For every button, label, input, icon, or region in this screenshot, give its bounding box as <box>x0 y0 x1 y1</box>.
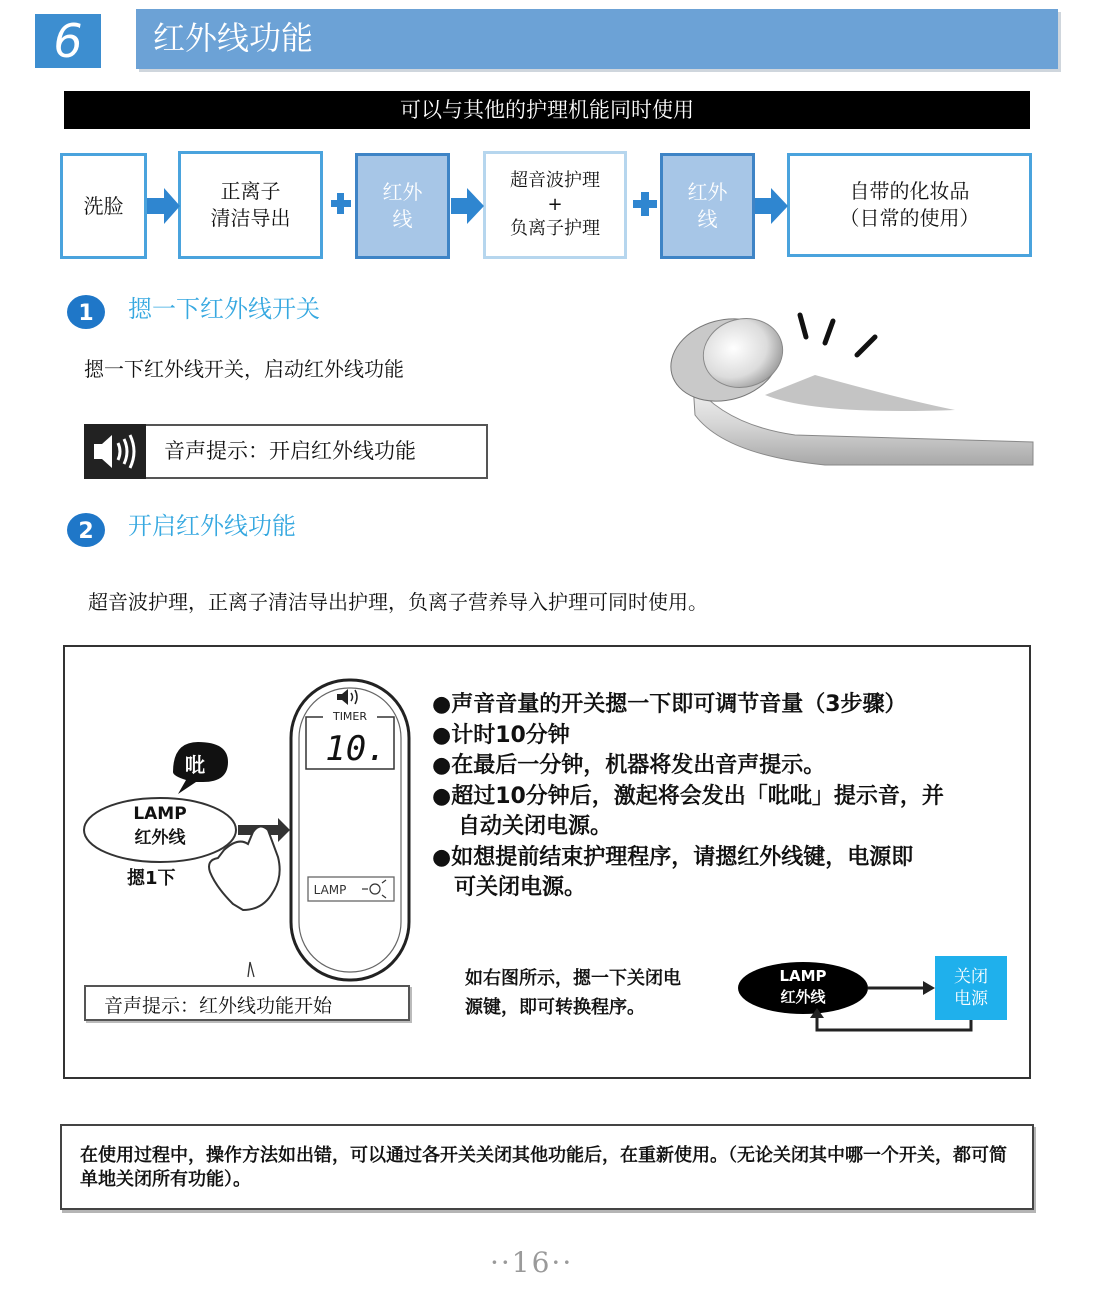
bullet-item: ●声音音量的开关摁一下即可调节音量（3步骤） <box>432 692 907 717</box>
step-1-title: 摁一下红外线开关 <box>128 295 320 323</box>
flow-connectors <box>0 0 1106 300</box>
remote-illustration <box>78 672 428 1032</box>
arrow-right-icon <box>755 188 788 224</box>
press-once-label: 摁1下 <box>127 868 176 889</box>
lamp-button-label <box>80 802 240 850</box>
section-title: 红外线功能 <box>153 19 314 57</box>
bullet-item: ●计时10分钟 <box>432 722 570 748</box>
step-1-text: 摁一下红外线开关，启动红外线功能 <box>84 357 404 381</box>
bullet-item: ●超过10分钟后，激起将会发出「吡吡」提示音，并 <box>432 783 944 809</box>
lamp-key-label: LAMP <box>313 883 347 897</box>
page-number: ··16·· <box>490 1246 574 1279</box>
error-notice: 在使用过程中，操作方法如出错，可以通过各开关关闭其他功能后，在重新使用。（无论关闭其中哪一个开关，都可简单地关闭所有功能）。 <box>60 1124 1034 1210</box>
plus-icon <box>331 193 351 214</box>
flow-box-label: 自带的化妆品 <box>849 179 970 203</box>
flow-box-label: 超音波护理 <box>510 170 600 191</box>
step-number: 2 <box>78 519 94 544</box>
switch-instructions-line: 如右图所示，摁一下关闭电 <box>465 968 681 989</box>
usage-banner: 可以与其他的护理机能同时使用 <box>64 91 1030 129</box>
flow-box-label: 红外 <box>382 180 423 204</box>
flow-box-label: 清洁导出 <box>210 206 291 230</box>
step-2-text: 超音波护理，正离子清洁导出护理，负离子营养导入护理可同时使用。 <box>88 590 708 614</box>
diagram-lamp-line2: 红外线 <box>780 988 826 1006</box>
timer-label: TIMER <box>332 710 368 723</box>
flow-box-label: 洗脸 <box>83 193 124 218</box>
bullet-item: ●如想提前结束护理程序，请摁红外线键，电源即 <box>432 844 914 870</box>
feature-bullets <box>432 690 944 904</box>
diagram-power-label <box>935 966 1007 1010</box>
switch-instructions-line: 源键，即可转换程序。 <box>465 997 645 1018</box>
flow-box-label: 红外 <box>687 180 728 204</box>
diagram-power-line2: 电源 <box>954 989 988 1009</box>
diagram-power-line1: 关闭 <box>954 967 988 987</box>
arrow-right-icon <box>923 981 935 995</box>
plus-icon <box>633 192 657 216</box>
switch-instructions <box>465 964 681 1022</box>
device-photo <box>665 305 1035 475</box>
section-number: 6 <box>35 14 101 68</box>
diagram-lamp-label <box>738 966 868 1008</box>
flow-box-label: 线 <box>697 207 718 231</box>
bullet-item: ●在最后一分钟，机器将发出音声提示。 <box>432 753 826 778</box>
panel-sound-prompt-text: 音声提示：红外线功能开始 <box>104 995 333 1017</box>
step-2-title: 开启红外线功能 <box>128 512 296 540</box>
flow-box-label: + <box>547 194 563 215</box>
speaker-icon <box>84 424 146 479</box>
step-1-icon <box>66 292 106 332</box>
speech-bubble-text: 吡 <box>185 753 205 777</box>
diagram-lamp-line1: LAMP <box>779 967 827 985</box>
timer-value: 10. <box>325 729 387 769</box>
flow-box-label: （日常的使用） <box>839 206 980 230</box>
flow-box-label: 线 <box>392 207 413 231</box>
flow-box-label: 正离子 <box>220 179 281 203</box>
lamp-button-line2: 红外线 <box>134 828 186 848</box>
arrow-right-icon <box>147 188 180 224</box>
step-2-icon <box>66 510 106 550</box>
flow-box-label: 负离子护理 <box>510 218 600 239</box>
bullet-item: 可关闭电源。 <box>454 875 587 900</box>
sound-prompt-text: 音声提示：开启红外线功能 <box>164 439 416 463</box>
arrow-right-icon <box>451 188 484 224</box>
lamp-button-line1: LAMP <box>133 804 187 824</box>
step-number: 1 <box>78 301 94 326</box>
bullet-item: 自动关闭电源。 <box>458 814 613 839</box>
